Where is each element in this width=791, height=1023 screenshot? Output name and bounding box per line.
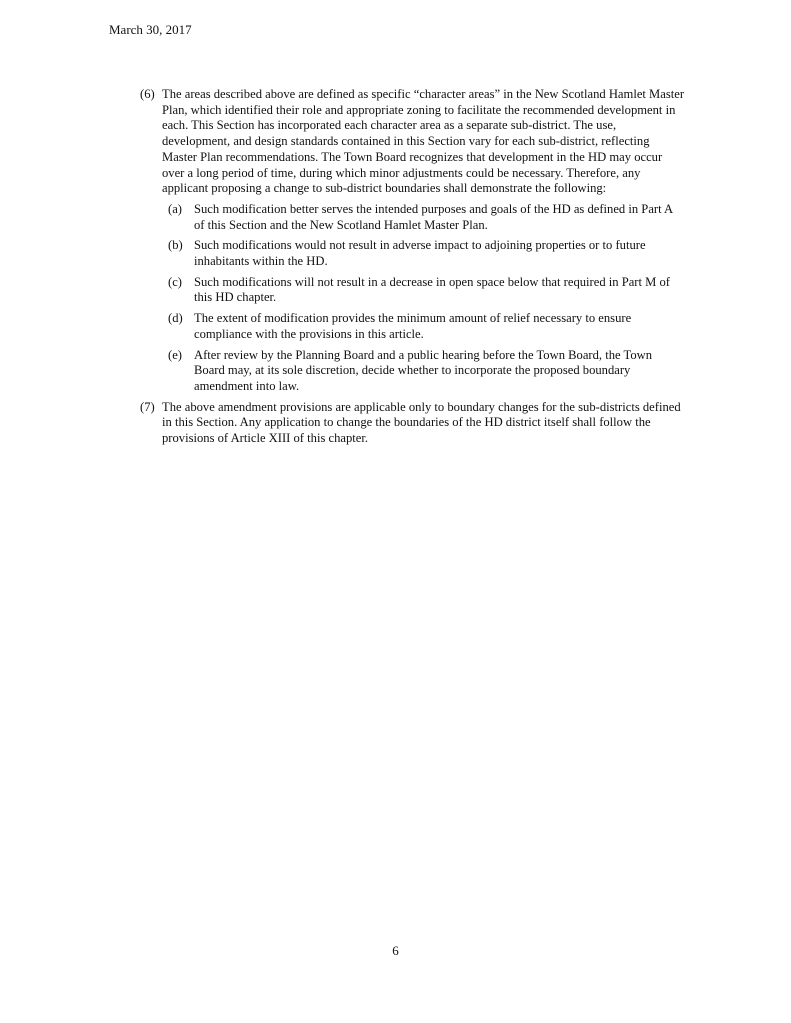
sub-item-text: The extent of modification provides the minimum amount of relief necessary to ensure compliance with the provisions in this article. [194, 311, 632, 341]
sub-item-text: Such modifications will not result in a decrease in open space below that required in Part M of this HD chapter. [194, 274, 670, 305]
sub-item-label: (c) [168, 274, 182, 289]
sub-item-label: (b) [168, 238, 183, 253]
sub-item-text: Such modifications would not result in adverse impact to adjoining properties or to future inhabitants within the HD. [194, 238, 646, 269]
sub-item-c [168, 275, 685, 306]
sub-item-b [168, 238, 685, 269]
sub-item-e [168, 348, 685, 395]
sub-item-label: (e) [168, 347, 182, 362]
item-number: (7) [140, 399, 155, 414]
item-text: The areas described above are defined as specific “character areas” in the New Scotland Hamlet Master Plan, which identified their role and appropriate zoning to facilitate the recommended development in each. This Section has incorporated each character area as a separate sub-district. The use, development, and design standards contained in this Section vary for each sub-district, reflecting Master Plan recommendations. The Town Board recognizes that development in the HD may occur over a long period of time, during which minor adjustments could be necessary. Therefore, any applicant proposing a change to sub-district boundaries shall demonstrate the following: [162, 87, 685, 196]
page-number: 6 [392, 943, 399, 958]
document-body [140, 87, 685, 447]
sub-item-text: After review by the Planning Board and a public hearing before the Town Board, the Town Board may, at its sole discretion, decide whether to incorporate the proposed boundary amendment into law. [194, 347, 653, 393]
document-date: March 30, 2017 [109, 22, 192, 37]
section-item-6 [140, 87, 685, 395]
sub-item-text: Such modification better serves the intended purposes and goals of the HD as defined in Part A of this Section and the New Scotland Hamlet Master Plan. [194, 201, 673, 232]
item-text: The above amendment provisions are applicable only to boundary changes for the sub-districts defined in this Section. Any application to change the boundaries of the HD district itself shall follow the provisions of Article XIII of this chapter. [162, 399, 681, 446]
sub-item-list [168, 202, 685, 395]
sub-item-label: (a) [168, 201, 182, 216]
section-item-7 [140, 400, 685, 447]
sub-item-d [168, 311, 685, 342]
item-number: (6) [140, 87, 155, 101]
sub-item-a [168, 202, 685, 233]
sub-item-label: (d) [168, 311, 183, 326]
